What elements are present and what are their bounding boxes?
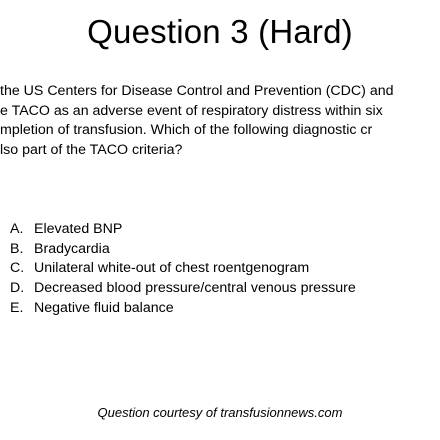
question-stem-line: mpletion of transfusion. Which of the following diagnostic cr — [0, 122, 373, 138]
source-credit: Question courtesy of transfusionnews.com — [97, 405, 343, 420]
option-letter: B. — [10, 240, 24, 257]
question-stem-line: lso part of the TACO criteria? — [0, 141, 183, 158]
answer-option-b — [10, 240, 356, 260]
option-text: Negative fluid balance — [34, 299, 174, 316]
answer-option-e — [10, 299, 356, 319]
option-letter: C. — [10, 260, 25, 277]
option-text: Bradycardia — [34, 240, 110, 257]
option-text: Elevated BNP — [34, 221, 123, 237]
option-text: Unilateral white-out of chest roentgenogram — [34, 260, 310, 277]
option-letter: D. — [10, 280, 25, 297]
option-text: Decreased blood pressure/central venous pressure — [34, 280, 356, 297]
answer-options — [10, 220, 356, 319]
option-letter: E. — [10, 299, 24, 316]
answer-option-c — [10, 259, 356, 279]
question-stem-line: e TACO as an adverse event of respiratory distress within six — [0, 102, 383, 119]
question-stem — [0, 82, 440, 160]
option-letter: A. — [10, 221, 24, 237]
slide-title: Question 3 (Hard) — [87, 13, 353, 50]
answer-option-d — [10, 279, 356, 299]
question-stem-line: the US Centers for Disease Control and Prevention (CDC) and — [0, 83, 394, 99]
answer-option-a — [10, 220, 356, 240]
